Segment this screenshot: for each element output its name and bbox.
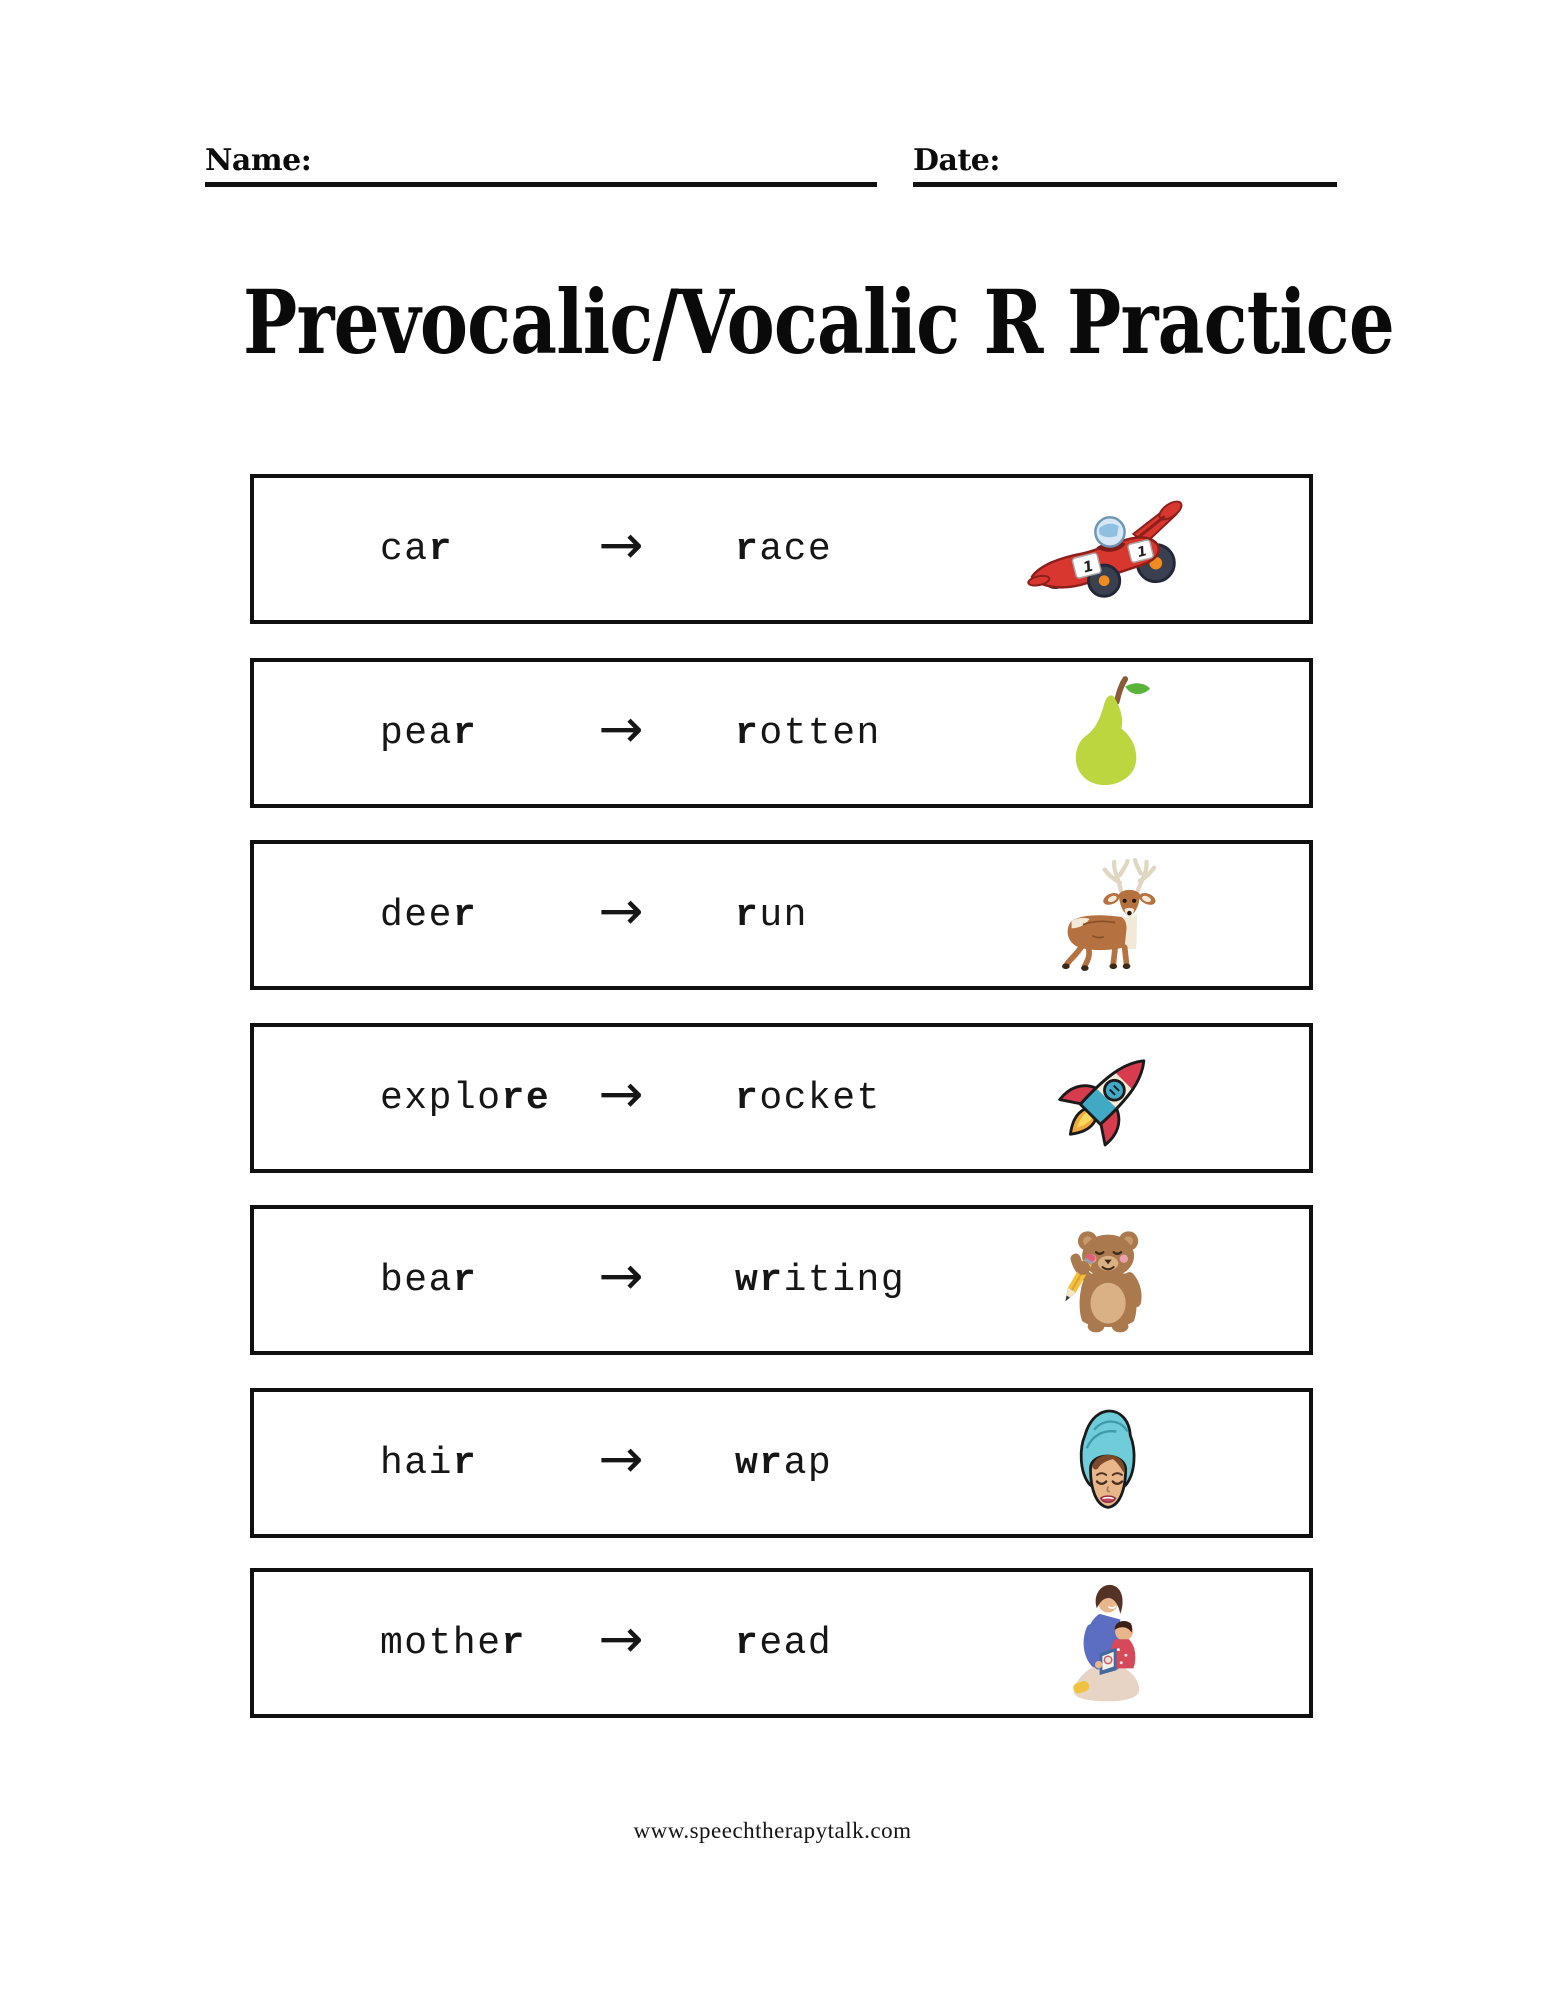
word-target-sound: r [452,1441,478,1485]
word-prefix: mothe [380,1621,502,1665]
arrow-icon: → [598,697,644,760]
arrow-icon: → [598,1062,644,1125]
left-word [380,1622,585,1665]
word-prefix: bea [380,1258,453,1302]
pear-icon [1014,662,1204,804]
right-word [735,1442,832,1485]
word-target-sound: r [735,527,760,571]
bear-icon [1014,1209,1204,1351]
word-prefix: pea [380,711,453,755]
practice-row [250,1205,1313,1355]
right-word [735,1259,905,1302]
svg-text:1: 1 [1135,542,1149,561]
word-target-sound: r [452,893,478,937]
footer-url: www.speechtherapytalk.com [633,1818,912,1843]
arrow-icon: → [598,1244,644,1307]
word-target-sound: r [735,711,760,755]
rocket-icon [1014,1027,1204,1169]
word-target-sound: r [428,527,453,571]
word-prefix: dee [380,893,453,937]
arrow-icon: → [598,1427,644,1490]
right-word [735,712,881,755]
right-word [735,528,832,571]
word-target-sound: r [452,711,478,755]
word-suffix: un [759,893,808,937]
word-suffix: iting [783,1258,906,1302]
right-word [735,1077,881,1120]
deer-icon [1014,844,1204,986]
name-label: Name: [205,143,312,178]
word-target-sound: wr [735,1441,784,1485]
left-word [380,1077,585,1120]
practice-row [250,840,1313,990]
practice-row [250,1023,1313,1173]
arrow-icon: → [598,879,644,942]
arrow-icon: → [598,513,644,576]
word-suffix: ap [783,1441,833,1485]
word-suffix: ocket [759,1076,881,1120]
practice-row [250,474,1313,624]
page-title: Prevocalic/Vocalic R Practice [243,270,1395,374]
left-word [380,1442,585,1485]
race-car-icon [1014,478,1204,620]
arrow-icon: → [598,1607,644,1670]
right-word [735,1622,832,1665]
svg-text:1: 1 [1081,557,1096,577]
right-word [735,894,808,937]
word-target-sound: re [501,1076,551,1120]
practice-row [250,1568,1313,1718]
practice-row [250,658,1313,808]
mother-reading-icon [1014,1572,1204,1714]
name-input-line[interactable] [205,144,877,187]
word-target-sound: r [735,1076,760,1120]
practice-row [250,1388,1313,1538]
word-prefix: explo [380,1076,502,1120]
word-target-sound: r [735,1621,760,1665]
word-target-sound: wr [735,1258,784,1302]
date-input-line[interactable] [913,144,1337,187]
word-prefix: ca [380,527,429,571]
left-word [380,894,585,937]
date-label: Date: [913,143,1000,178]
word-target-sound: r [501,1621,526,1665]
word-target-sound: r [452,1258,478,1302]
word-prefix: hai [380,1441,453,1485]
word-target-sound: r [735,893,760,937]
left-word [380,528,585,571]
word-suffix: ead [759,1621,833,1665]
word-suffix: ace [759,527,833,571]
left-word [380,712,585,755]
left-word [380,1259,585,1302]
word-suffix: otten [759,711,881,755]
woman-towel-icon [1014,1392,1204,1534]
